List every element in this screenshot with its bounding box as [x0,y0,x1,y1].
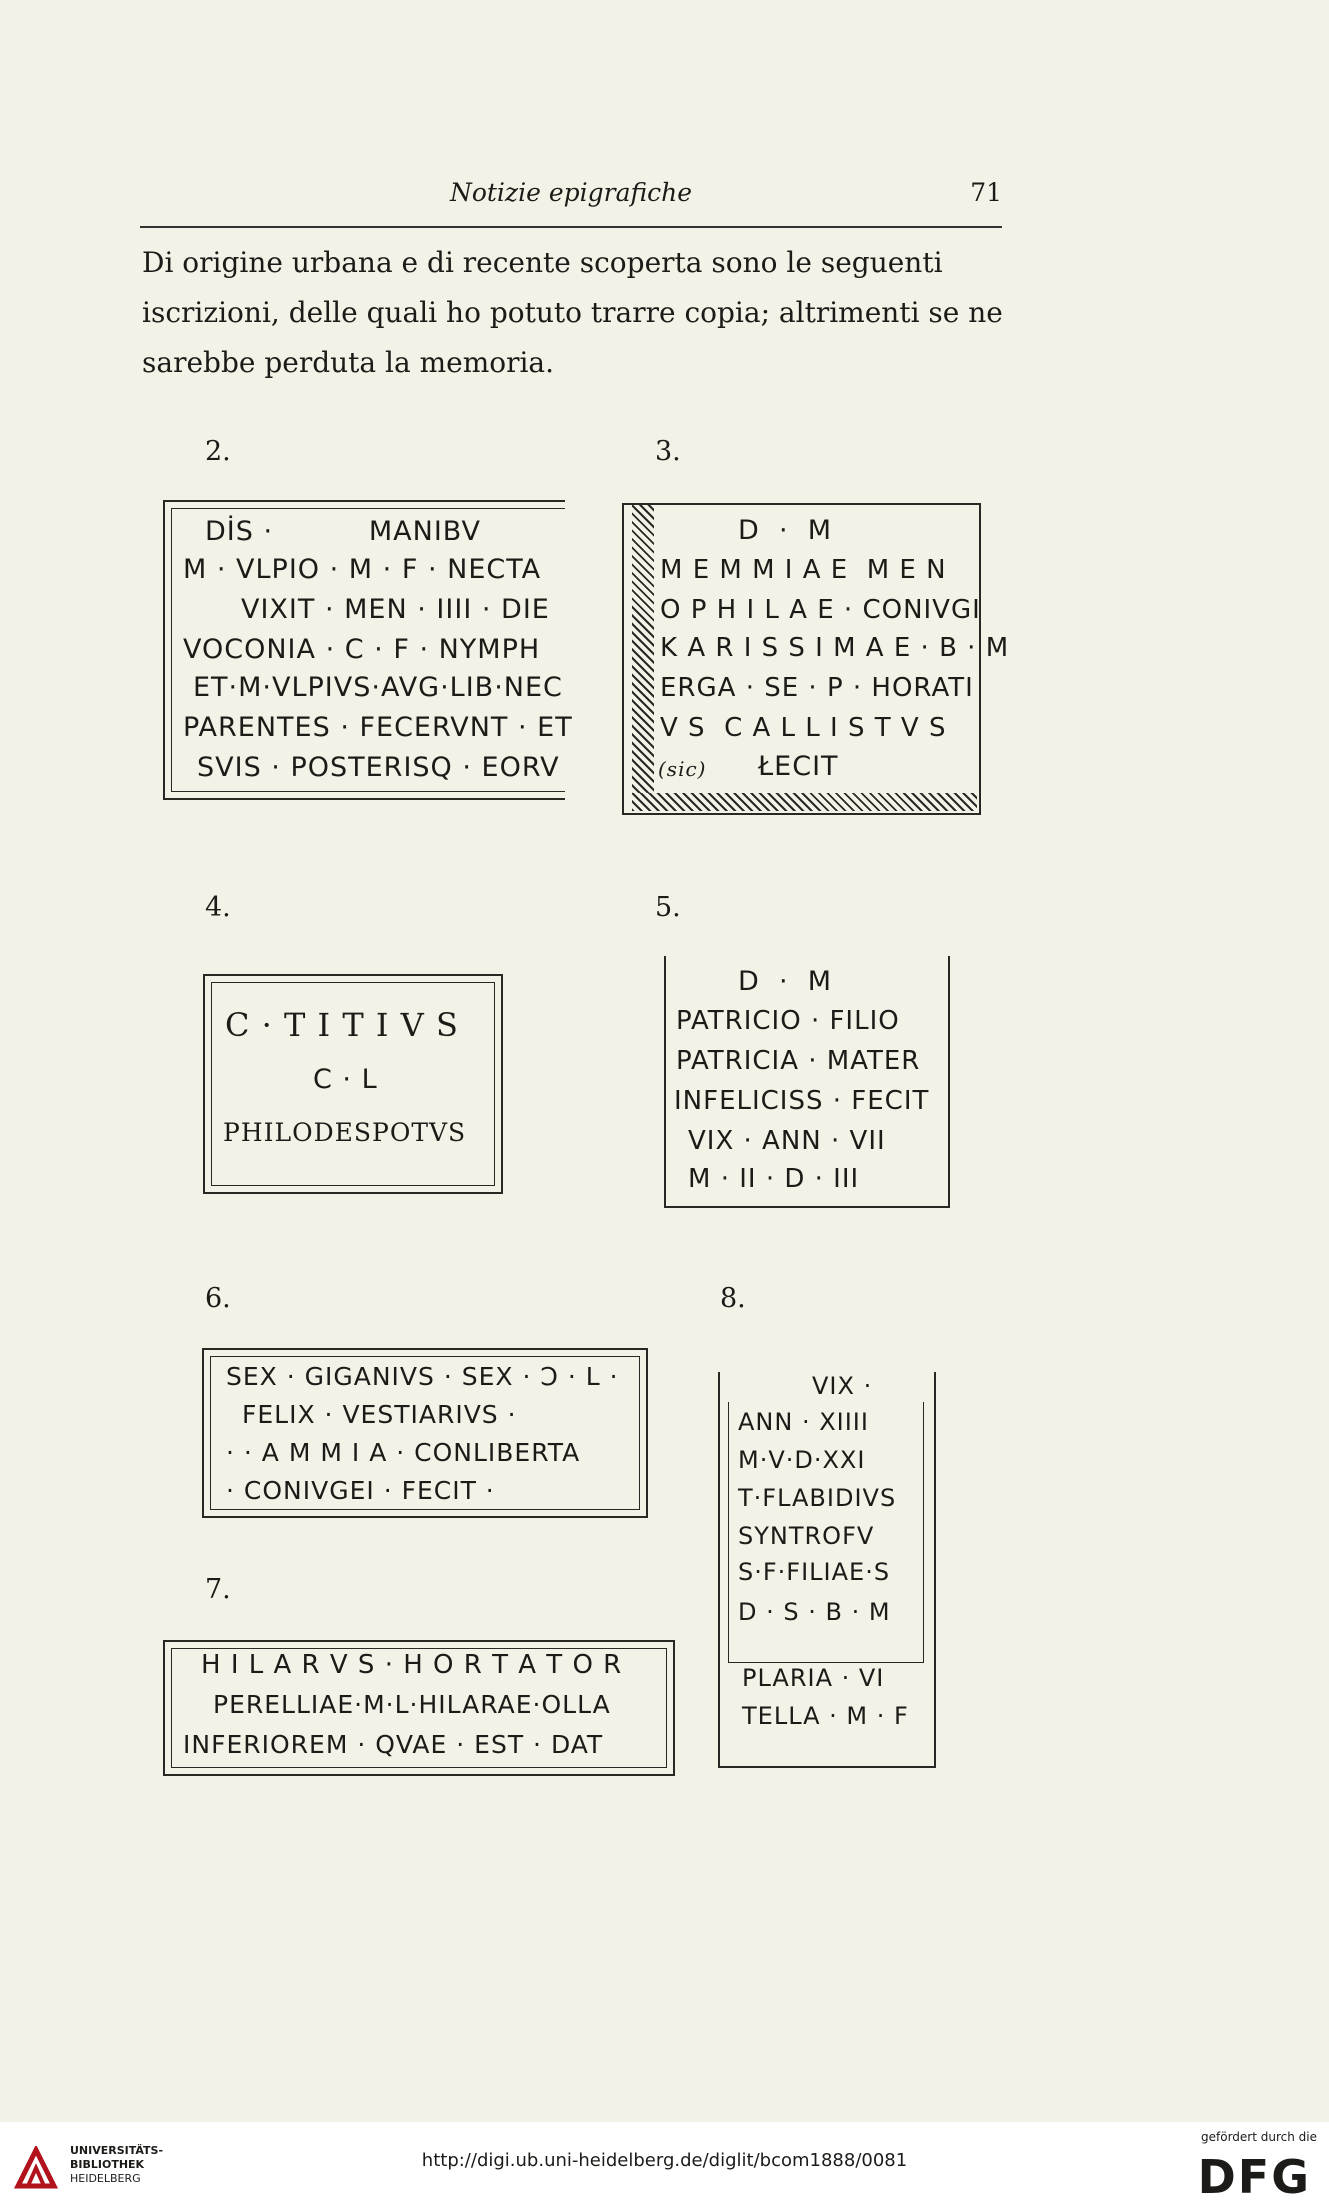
label-7: 7. [205,1574,231,1605]
inscription-line: M·V·D·XXI [738,1446,866,1474]
inscription-line: VOCONIA · C · F · NYMPH [183,634,541,665]
header-rule [140,226,1002,228]
inscription-line: DİS · MANIBV [205,516,481,547]
inscription-line: T·FLABIDIVS [738,1484,897,1512]
dfg-logo: DFG [1197,2150,1311,2204]
hatched-edge [632,505,654,795]
header-title: Notizie epigrafiche [449,178,693,207]
inscription-line: S·F·FILIAE·S [738,1558,891,1586]
intro-paragraph [142,238,1004,388]
inscription-6 [202,1348,648,1518]
running-header [140,178,1002,218]
intro-line: Di origine urbana e di recente scoperta sono le seguenti [142,246,943,279]
inscription-line: H I L A R V S · H O R T A T O R [201,1650,623,1680]
inscription-line: FELIX · VESTIARIVS · [242,1400,517,1429]
inscription-line: PHILODESPOTVS [223,1118,467,1147]
label-5: 5. [655,892,681,923]
inscription-line: PLARIA · VI [742,1664,885,1692]
inscription-line: SYNTROFV [738,1522,875,1550]
inscription-line: PARENTES · FECERVNT · ET [183,712,573,743]
inscription-line: M · II · D · III [688,1164,860,1194]
inscription-3 [622,503,1010,815]
label-3: 3. [655,436,681,467]
inscription-line: ERGA · SE · P · HORATI [660,673,974,703]
library-line: UNIVERSITÄTS- [70,2144,164,2157]
inscription-line: SEX · GIGANIVS · SEX · Ͻ · L · [226,1362,619,1391]
inscription-7 [163,1640,675,1776]
inscription-line: K A R I S S I M A E · B · M [660,633,1010,663]
inscription-line: ET·M·VLPIVS·AVG·LIB·NEC [193,672,563,703]
inscription-line: C · T I T I V S [225,1006,459,1044]
inscription-line: V S C A L L I S T V S [660,713,947,743]
inscription-line: SVIS · POSTERISQ · EORV [197,752,560,783]
inscription-line: M E M M I A E M E N [660,555,947,585]
inscription-line: · CONIVGEI · FECIT · [226,1476,495,1505]
inscription-line: PATRICIO · FILIO [676,1006,900,1036]
library-line: HEIDELBERG [70,2172,141,2185]
funded-by-text: gefördert durch die [1201,2130,1317,2144]
inscription-line: VIXIT · MEN · IIII · DIE [241,594,550,625]
inscription-line: ANN · XIIII [738,1408,869,1436]
label-6: 6. [205,1283,231,1314]
library-line: BIBLIOTHEK [70,2158,145,2171]
permalink-url[interactable]: http://digi.ub.uni-heidelberg.de/diglit/bcom1888/0081 [421,2150,908,2171]
inscription-line: TELLA · M · F [742,1702,909,1730]
inscription-line: PATRICIA · MATER [676,1046,921,1076]
inscription-2 [163,500,573,800]
hatched-edge [632,793,977,811]
inscription-line: D · S · B · M [738,1598,891,1626]
label-2: 2. [205,436,231,467]
inscription-line: INFERIOREM · QVAE · EST · DAT [183,1730,604,1759]
inscription-line: D · M [738,515,832,546]
inscription-5 [664,956,950,1208]
label-8: 8. [720,1283,746,1314]
intro-line: iscrizioni, delle quali ho potuto trarre copia; altrimenti se ne [142,296,1003,329]
intro-line: sarebbe perduta la memoria. [142,346,555,379]
inscription-line: O P H I L A E · CONIVGI [660,595,981,625]
inscription-line: VIX · [812,1372,873,1400]
digitization-footer [0,2122,1329,2210]
inscription-line: VIX · ANN · VII [688,1126,886,1156]
inscription-line: INFELICISS · FECIT [674,1086,930,1116]
label-4: 4. [205,892,231,923]
inscription-line: ŁECIT [758,751,839,782]
inscription-line: C · L [313,1064,378,1095]
inscription-line: M · VLPIO · M · F · NECTA [183,554,542,585]
inscription-4 [203,974,503,1194]
sic-note: (sic) [658,757,707,781]
inscription-line: D · M [738,966,832,997]
inscription-8 [718,1372,936,1768]
inscription-line: PERELLIAE·M·L·HILARAE·OLLA [213,1690,611,1719]
inscription-line: · · A M M I A · CONLIBERTA [226,1438,581,1467]
page-number: 71 [970,178,1002,207]
